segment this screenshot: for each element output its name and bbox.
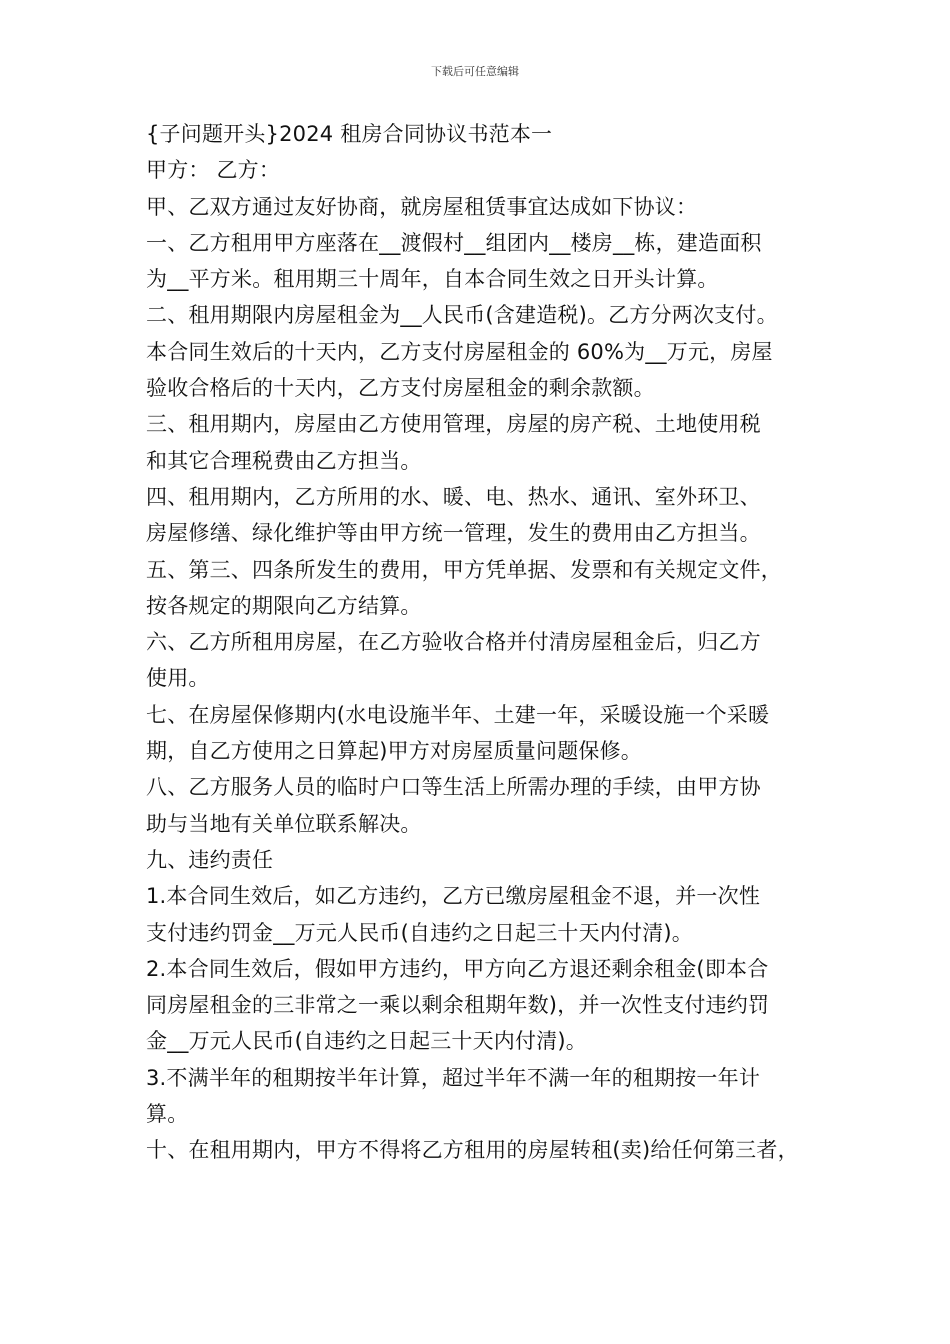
paragraph-line: 期，自乙方使用之日算起)甲方对房屋质量问题保修。 [146,739,642,764]
paragraph-line: 验收合格后的十天内，乙方支付房屋租金的剩余款额。 [146,376,655,401]
paragraph-line: 三、租用期内，房屋由乙方使用管理，房屋的房产税、土地使用税 [146,412,761,437]
paragraph-line: 八、乙方服务人员的临时户口等生活上所需办理的手续，由甲方协 [146,775,761,800]
paragraph-line: 算。 [146,1102,189,1127]
paragraph-line: 和其它合理税费由乙方担当。 [146,448,422,473]
paragraph-line: 甲、乙双方通过友好协商，就房屋租赁事宜达成如下协议： [146,194,698,219]
paragraph-line: 一、乙方租用甲方座落在__渡假村__组团内__楼房__栋，建造面积 [146,230,762,255]
paragraph-line: 3.不满半年的租期按半年计算，超过半年不满一年的租期按一年计 [146,1065,761,1090]
document-body [146,116,818,1169]
paragraph-line: 五、第三、四条所发生的费用，甲方凭单据、发票和有关规定文件， [146,557,782,582]
page-header: 下载后可任意编辑 [431,65,519,78]
paragraph-line: 本合同生效后的十天内，乙方支付房屋租金的 60%为__万元，房屋 [146,339,773,364]
party-line: 甲方： 乙方： [146,158,281,183]
paragraph-line: 同房屋租金的三非常之一乘以剩余租期年数)，并一次性支付违约罚 [146,993,770,1018]
paragraph-line: 支付违约罚金__万元人民币(自违约之日起三十天内付清)。 [146,920,693,945]
paragraph-line: 使用。 [146,666,210,691]
paragraph-line: 六、乙方所租用房屋，在乙方验收合格并付清房屋租金后，归乙方 [146,630,761,655]
paragraph-line: 为__平方米。租用期三十周年，自本合同生效之日开头计算。 [146,267,719,292]
paragraph-line: 按各规定的期限向乙方结算。 [146,593,422,618]
paragraph-line: 四、租用期内，乙方所用的水、暖、电、热水、通讯、室外环卫、 [146,484,761,509]
paragraph-line: 十、在租用期内，甲方不得将乙方租用的房屋转租(卖)给任何第三者， [146,1138,799,1163]
paragraph-line: 1.本合同生效后，如乙方违约，乙方已缴房屋租金不退，并一次性 [146,884,761,909]
document-title: {子问题开头}2024 租房合同协议书范本一 [146,122,553,146]
paragraph-line: 二、租用期限内房屋租金为__人民币(含建造税)。乙方分两次支付。 [146,303,778,328]
section-heading: 九、违约责任 [146,847,274,872]
paragraph-line: 2.本合同生效后，假如甲方违约，甲方向乙方退还剩余租金(即本合 [146,956,769,981]
paragraph-line: 房屋修缮、绿化维护等由甲方统一管理，发生的费用由乙方担当。 [146,521,761,546]
paragraph-line: 七、在房屋保修期内(水电设施半年、土建一年，采暖设施一个采暖 [146,702,770,727]
paragraph-line: 助与当地有关单位联系解决。 [146,811,422,836]
paragraph-line: 金__万元人民币(自违约之日起三十天内付清)。 [146,1029,587,1054]
